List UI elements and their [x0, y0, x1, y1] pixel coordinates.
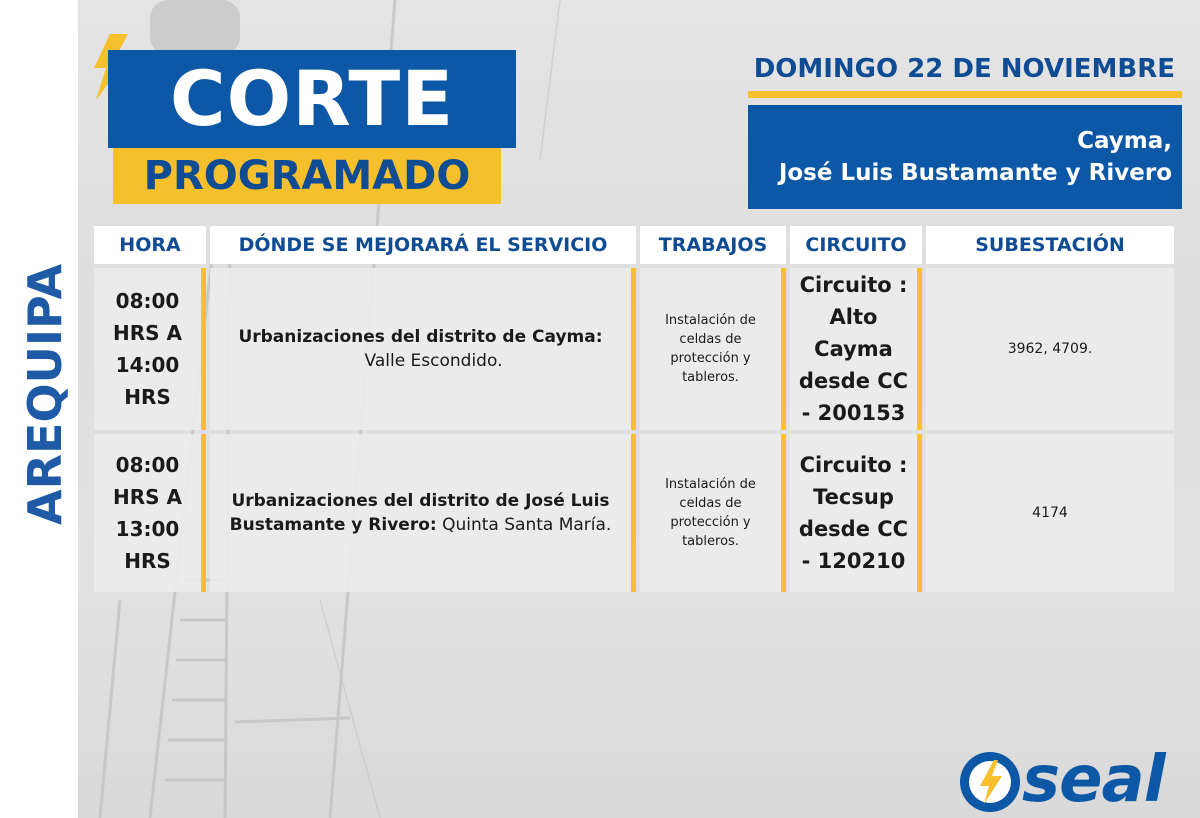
seal-logo: [958, 743, 1184, 817]
donde-district: Urbanizaciones del distrito de Cayma:: [238, 327, 603, 347]
title-programado-box: [113, 148, 501, 204]
header-subestacion: SUBESTACIÓN: [926, 226, 1174, 264]
header-trabajos: TRABAJOS: [640, 226, 786, 264]
cell-subestacion: 4174: [926, 434, 1174, 592]
cell-subestacion: 3962, 4709.: [926, 268, 1174, 430]
table-row: [94, 268, 1174, 430]
cell-donde: [210, 268, 636, 430]
schedule-table: [90, 222, 1178, 596]
date-underline: [748, 91, 1182, 98]
donde-district: Urbanizaciones del distrito de José Luis Bustamante y Rivero:: [229, 491, 610, 535]
title-sub: PROGRAMADO: [143, 153, 471, 199]
header-circuito: CIRCUITO: [790, 226, 922, 264]
region-text: AREQUIPA: [18, 263, 72, 525]
cell-circuito: Circuito : Tecsup desde CC - 120210: [790, 434, 922, 592]
logo-wordmark: seal: [1022, 743, 1165, 817]
cell-trabajos: Instalación de celdas de protección y tableros.: [640, 268, 786, 430]
donde-detail: Valle Escondido.: [364, 351, 503, 371]
location-line-1: Cayma,: [1077, 128, 1172, 154]
location-line-2: José Luis Bustamante y Rivero: [778, 160, 1172, 186]
donde-detail: Quinta Santa María.: [442, 515, 612, 535]
header-donde: DÓNDE SE MEJORARÁ EL SERVICIO: [210, 226, 636, 264]
lightning-bolt-icon: [958, 750, 1022, 814]
table-header-row: [94, 226, 1174, 264]
date-label: DOMINGO 22 DE NOVIEMBRE: [753, 54, 1175, 84]
table-row: [94, 434, 1174, 592]
location-box: [748, 105, 1182, 209]
cell-donde: [210, 434, 636, 592]
title-main: CORTE: [169, 54, 455, 143]
cell-hora: 08:00 HRS A 14:00 HRS: [94, 268, 206, 430]
cell-circuito: Circuito : Alto Cayma desde CC - 200153: [790, 268, 922, 430]
header-hora: HORA: [94, 226, 206, 264]
cell-trabajos: Instalación de celdas de protección y tableros.: [640, 434, 786, 592]
title-corte-box: [108, 50, 516, 148]
cell-hora: 08:00 HRS A 13:00 HRS: [94, 434, 206, 592]
